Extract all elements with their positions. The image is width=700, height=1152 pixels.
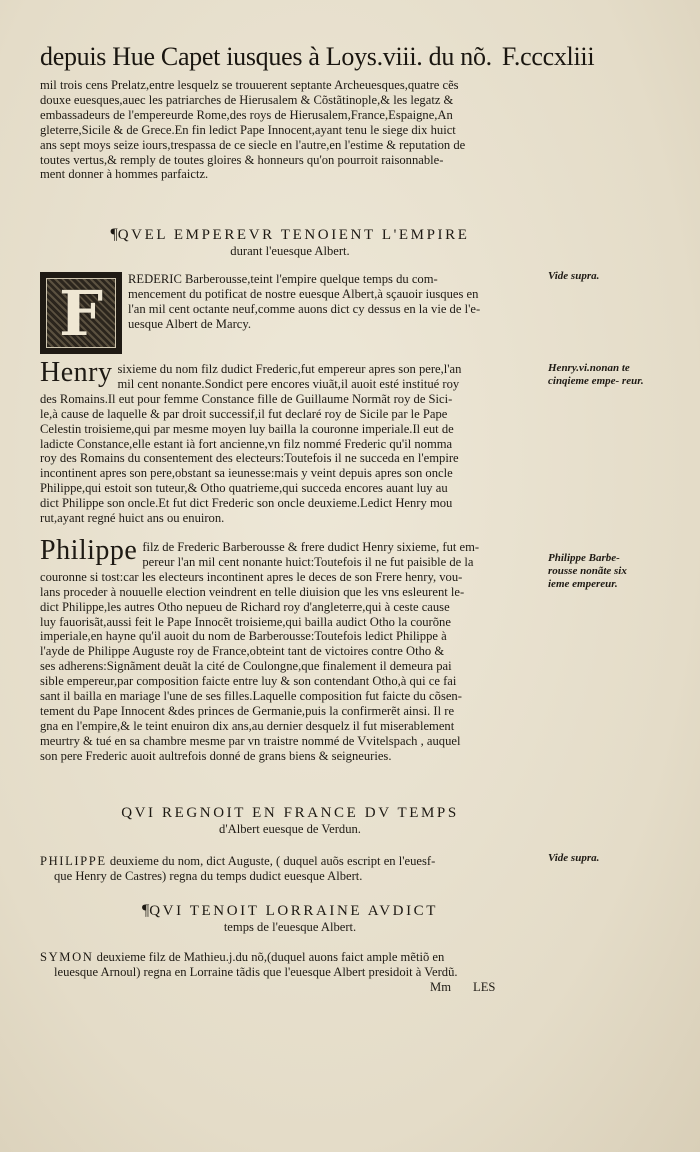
text-line: gleterre,Sicile & de Grece.En fin ledict Pape Innocent,ayant tenu le siege dix huict <box>40 122 456 137</box>
text-line: filz de Frederic Barberousse & frere dudict Henry sixieme, fut em- <box>142 540 480 554</box>
philippe-auguste-paragraph <box>40 854 540 884</box>
text-line: sant il bailla en mariage l'une de ses filles.Laquelle composition fut faicte du cõsen- <box>40 689 462 704</box>
text-line: ans sept moys seize iours,trespassa de ce siecle en l'autre,en l'estime & reputation de <box>40 137 466 152</box>
text-line: incontinent apres son pere,obstant sa ieunesse:mais y veint depuis apres son oncle <box>40 466 453 481</box>
heading-subtitle: d'Albert euesque de Verdun. <box>219 822 361 836</box>
running-header <box>40 40 660 74</box>
text-line: mil trois cens Prelatz,entre lesquelz se trouuerent septante Archeuesques,quatre cẽs <box>40 78 459 92</box>
large-name: Henry <box>40 357 113 388</box>
initial-letter: F <box>58 276 104 350</box>
margin-note: Vide supra. <box>548 852 600 864</box>
ornamental-initial <box>40 272 122 354</box>
text-line: meurtry & tué en sa chambre mesme par vn traistre nommé de Vvitelspach , auquel <box>40 733 461 748</box>
text-line: sible empereur,par composition faicte entre luy & son contendant Otho,à qui ce fai <box>40 674 457 689</box>
text-line: imperiale,en hayne qu'il auoit du nom de Barberousse:Toutefois ledict Philippe à <box>40 629 447 644</box>
pilcrow-icon: ¶ <box>110 226 118 243</box>
heading-title: QVEL EMPEREVR TENOIENT L'EMPIRE <box>117 227 470 243</box>
text-line: l'an mil cent octante neuf,comme auons dict cy dessus en la vie de l'e- <box>128 301 481 316</box>
margin-note: Henry.vi.nonan te cinqieme empe- reur. <box>548 362 644 387</box>
pilcrow-icon: ¶ <box>141 902 150 919</box>
henry-paragraph <box>40 357 540 526</box>
symon-paragraph <box>40 950 540 980</box>
text-line: ladicte Constance,elle estant ià fort ancienne,vn filz nommé Frederic qu'il nomma <box>40 436 453 451</box>
text-line: couronne si tost:car les electeurs incontinent apres le deces de son Frere henry, vou- <box>40 569 463 584</box>
text-line: Philippe,qui estoit son tuteur,& Otho quatrieme,qui succeda encores auant luy au <box>40 481 448 496</box>
frederic-paragraph <box>128 272 540 332</box>
text-line: ses adherens:Signãment deuãt la cité de Coulongne,que finalement il demeura pai <box>40 659 452 674</box>
text-line: roy des Romains du consentement des electeurs:Toutefois il ne succeda en l'empire <box>40 451 459 466</box>
text-line: son pere Frederic auoit aultrefois donné de grans biens & seigneuries. <box>40 748 392 763</box>
lead-name: PHILIPPE <box>40 854 107 868</box>
heading-subtitle: temps de l'euesque Albert. <box>223 920 357 934</box>
heading-title: QVI TENOIT LORRAINE AVDICT <box>149 903 439 919</box>
text-line: tement du Pape Innocent &des princes de Germanie,puis la confirmerẽt ainsi. Il re <box>40 703 455 718</box>
text-line: leuesque Arnoul) regna en Lorraine tãdis que l'euesque Albert presidoit à Verdũ. <box>54 964 458 979</box>
text-line: lans proceder à nouuelle election veindrent en telle diuision que les vns esleurent le- <box>40 584 465 599</box>
text-line: luy fauorisãt,aussi feit le Pape Innocẽt troisieme,qui bailla audict Otho la courõne <box>40 614 451 629</box>
text-line: toutes vertus,& remply de toutes gloires & honneurs qu'on pourroit raisonnable- <box>40 152 444 167</box>
signature-line <box>430 980 540 995</box>
margin-note: Philippe Barbe- rousse nonãte six ieme empereur. <box>548 552 627 590</box>
section-heading-france <box>40 804 540 837</box>
section-heading-emperor <box>40 226 540 259</box>
folio-number: F.cccxliii <box>501 42 595 71</box>
philippe-paragraph <box>40 535 540 764</box>
text-line: douxe euesques,auec les patriarches de Hierusalem & Cõstãtinople,& les legatz & <box>40 92 454 107</box>
signature-mark: Mm <box>430 980 451 994</box>
text-line: gna en l'empire,& le teint enuiron dix ans,au dernier desquelz il fut miserablement <box>40 718 455 733</box>
catchword: LES <box>473 980 496 994</box>
text-line: pereur l'an mil cent nonante huict:Toutefois il ne fut paisible de la <box>142 554 474 569</box>
text-line: mencement du potificat de nostre euesque Albert,à sçauoir iusques en <box>128 286 479 301</box>
text-line: le,à cause de laquelle & par droit successif,il fut declaré roy de Sicile par le Pape <box>40 406 448 421</box>
text-line: l'ayde de Philippe Auguste roy de France,obteint tant de victoires contre Otho & <box>40 644 445 659</box>
text-line: des Romains.Il eut pour femme Constance fille de Guillaume Normãt roy de Sici- <box>40 391 453 406</box>
lead-name: SYMON <box>40 950 94 964</box>
text-line: embassadeurs de l'empereurde Rome,des roys de Hierusalem,France,Espaigne,An <box>40 107 453 122</box>
text-line: deuxieme filz de Mathieu.j.du nõ,(duquel auons faict ample mẽtiõ en <box>96 950 445 964</box>
text-line: dict Philippe,les autres Otho nepueu de Richard roy d'angleterre,qui à ceste cause <box>40 599 450 614</box>
text-line: rut,ayant regné huict ans ou enuiron. <box>40 511 225 526</box>
section-heading-lorraine <box>40 902 540 935</box>
text-line: deuxieme du nom, dict Auguste, ( duquel auõs escript en l'euesf- <box>109 854 436 868</box>
intro-paragraph <box>40 78 540 182</box>
text-line: dict Philippe son oncle.Et fut dict Frederic son oncle deuxieme.Ledict Henry mou <box>40 496 453 511</box>
margin-note: Vide supra. <box>548 270 600 282</box>
text-line: que Henry de Castres) regna du temps dudict euesque Albert. <box>54 868 363 883</box>
text-line: REDERIC Barberousse,teint l'empire quelque temps du com- <box>128 272 438 286</box>
large-name: Philippe <box>40 535 138 566</box>
text-line: mil cent nonante.Sondict pere encores viuãt,il auoit esté institué roy <box>117 376 460 391</box>
text-line: Celestin troisieme,qui par mesme moyen luy bailla la couronne imperiale.Il eut de <box>40 421 454 436</box>
text-line: uesque Albert de Marcy. <box>128 316 251 331</box>
text-line: ment donner à hommes parfaictz. <box>40 167 209 182</box>
header-title: depuis Hue Capet iusques à Loys.viii. du nõ. <box>40 42 492 71</box>
heading-title: QVI REGNOIT EN FRANCE DV TEMPS <box>121 805 459 821</box>
heading-subtitle: durant l'euesque Albert. <box>230 244 350 258</box>
text-line: sixieme du nom filz dudict Frederic,fut empereur apres son pere,l'an <box>117 362 462 376</box>
